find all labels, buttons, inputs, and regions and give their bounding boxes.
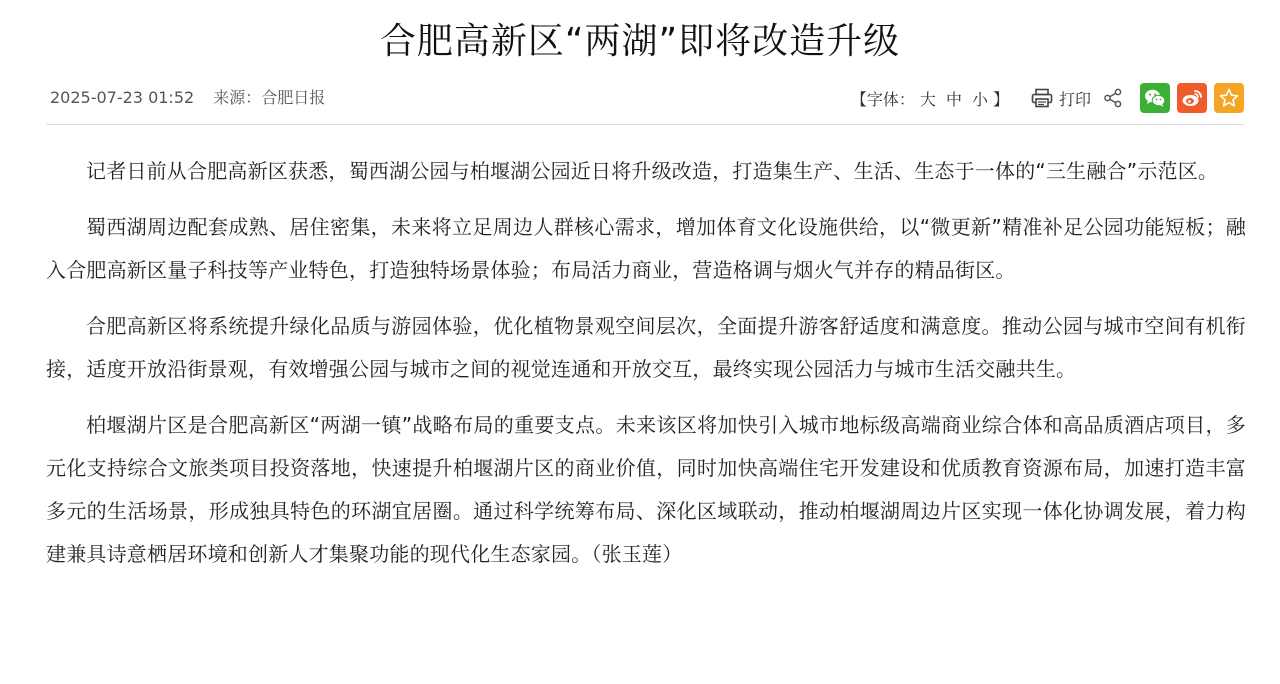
print-label: 打印 [1058,89,1091,109]
star-icon [1219,88,1239,108]
article-body [46,150,1246,589]
article-paragraph: 合肥高新区将系统提升绿化品质与游园体验，优化植物景观空间层次，全面提升游客舒适度和满意度。推动公园与城市空间有机衔接，适度开放沿街景观，有效增强公园与城市之间的视觉连通和开放交互，最终实现公园活力与城市生活交融共生。 [46,314,1246,381]
font-size-suffix: 】 [992,89,1009,109]
header-divider [46,124,1244,125]
font-size-control [851,87,1009,110]
article-paragraph: 柏堰湖片区是合肥高新区“两湖一镇”战略布局的重要支点。未来该区将加快引入城市地标级高端商业综合体和高品质酒店项目，多元化支持综合文旅类项目投资落地，快速提升柏堰湖片区的商业价值，同时加快高端住宅开发建设和优质教育资源布局，加速打造丰富多元的生活场景，形成独具特色的环湖宜居圈。通过科学统筹布局、深化区域联动，推动柏堰湖周边片区实现一体化协调发展，着力构建兼具诗意栖居环境和创新人才集聚功能的现代化生态家园。（张玉莲） [46,413,1246,566]
share-icon [1103,88,1123,108]
weibo-icon [1181,88,1203,108]
wechat-share-button[interactable] [1140,83,1170,113]
article-title: 合肥高新区“两湖”即将改造升级 [379,21,901,62]
font-size-large[interactable]: 大 [919,89,936,109]
font-size-prefix: 【字体： [850,89,915,109]
print-button[interactable] [1031,87,1091,110]
article-tools [851,82,1244,114]
font-size-small[interactable]: 小 [971,89,988,109]
article-source: 来源：合肥日报 [213,88,326,107]
publish-date: 2025-07-23 01:52 [50,88,195,107]
favorite-button[interactable] [1214,83,1244,113]
meta-bar [46,80,1244,116]
wechat-icon [1144,88,1166,108]
article-meta [50,80,339,116]
article-paragraph: 蜀西湖周边配套成熟、居住密集，未来将立足周边人群核心需求，增加体育文化设施供给，以“微更新”精准补足公园功能短板；融入合肥高新区量子科技等产业特色，打造独特场景体验；布局活力商业，营造格调与烟火气并存的精品街区。 [46,215,1246,282]
font-size-medium[interactable]: 中 [945,89,962,109]
print-icon [1031,88,1053,108]
article-paragraph: 记者日前从合肥高新区获悉，蜀西湖公园与柏堰湖公园近日将升级改造，打造集生产、生活、生态于一体的“三生融合”示范区。 [86,159,1219,183]
weibo-share-button[interactable] [1177,83,1207,113]
share-button[interactable] [1103,88,1123,108]
